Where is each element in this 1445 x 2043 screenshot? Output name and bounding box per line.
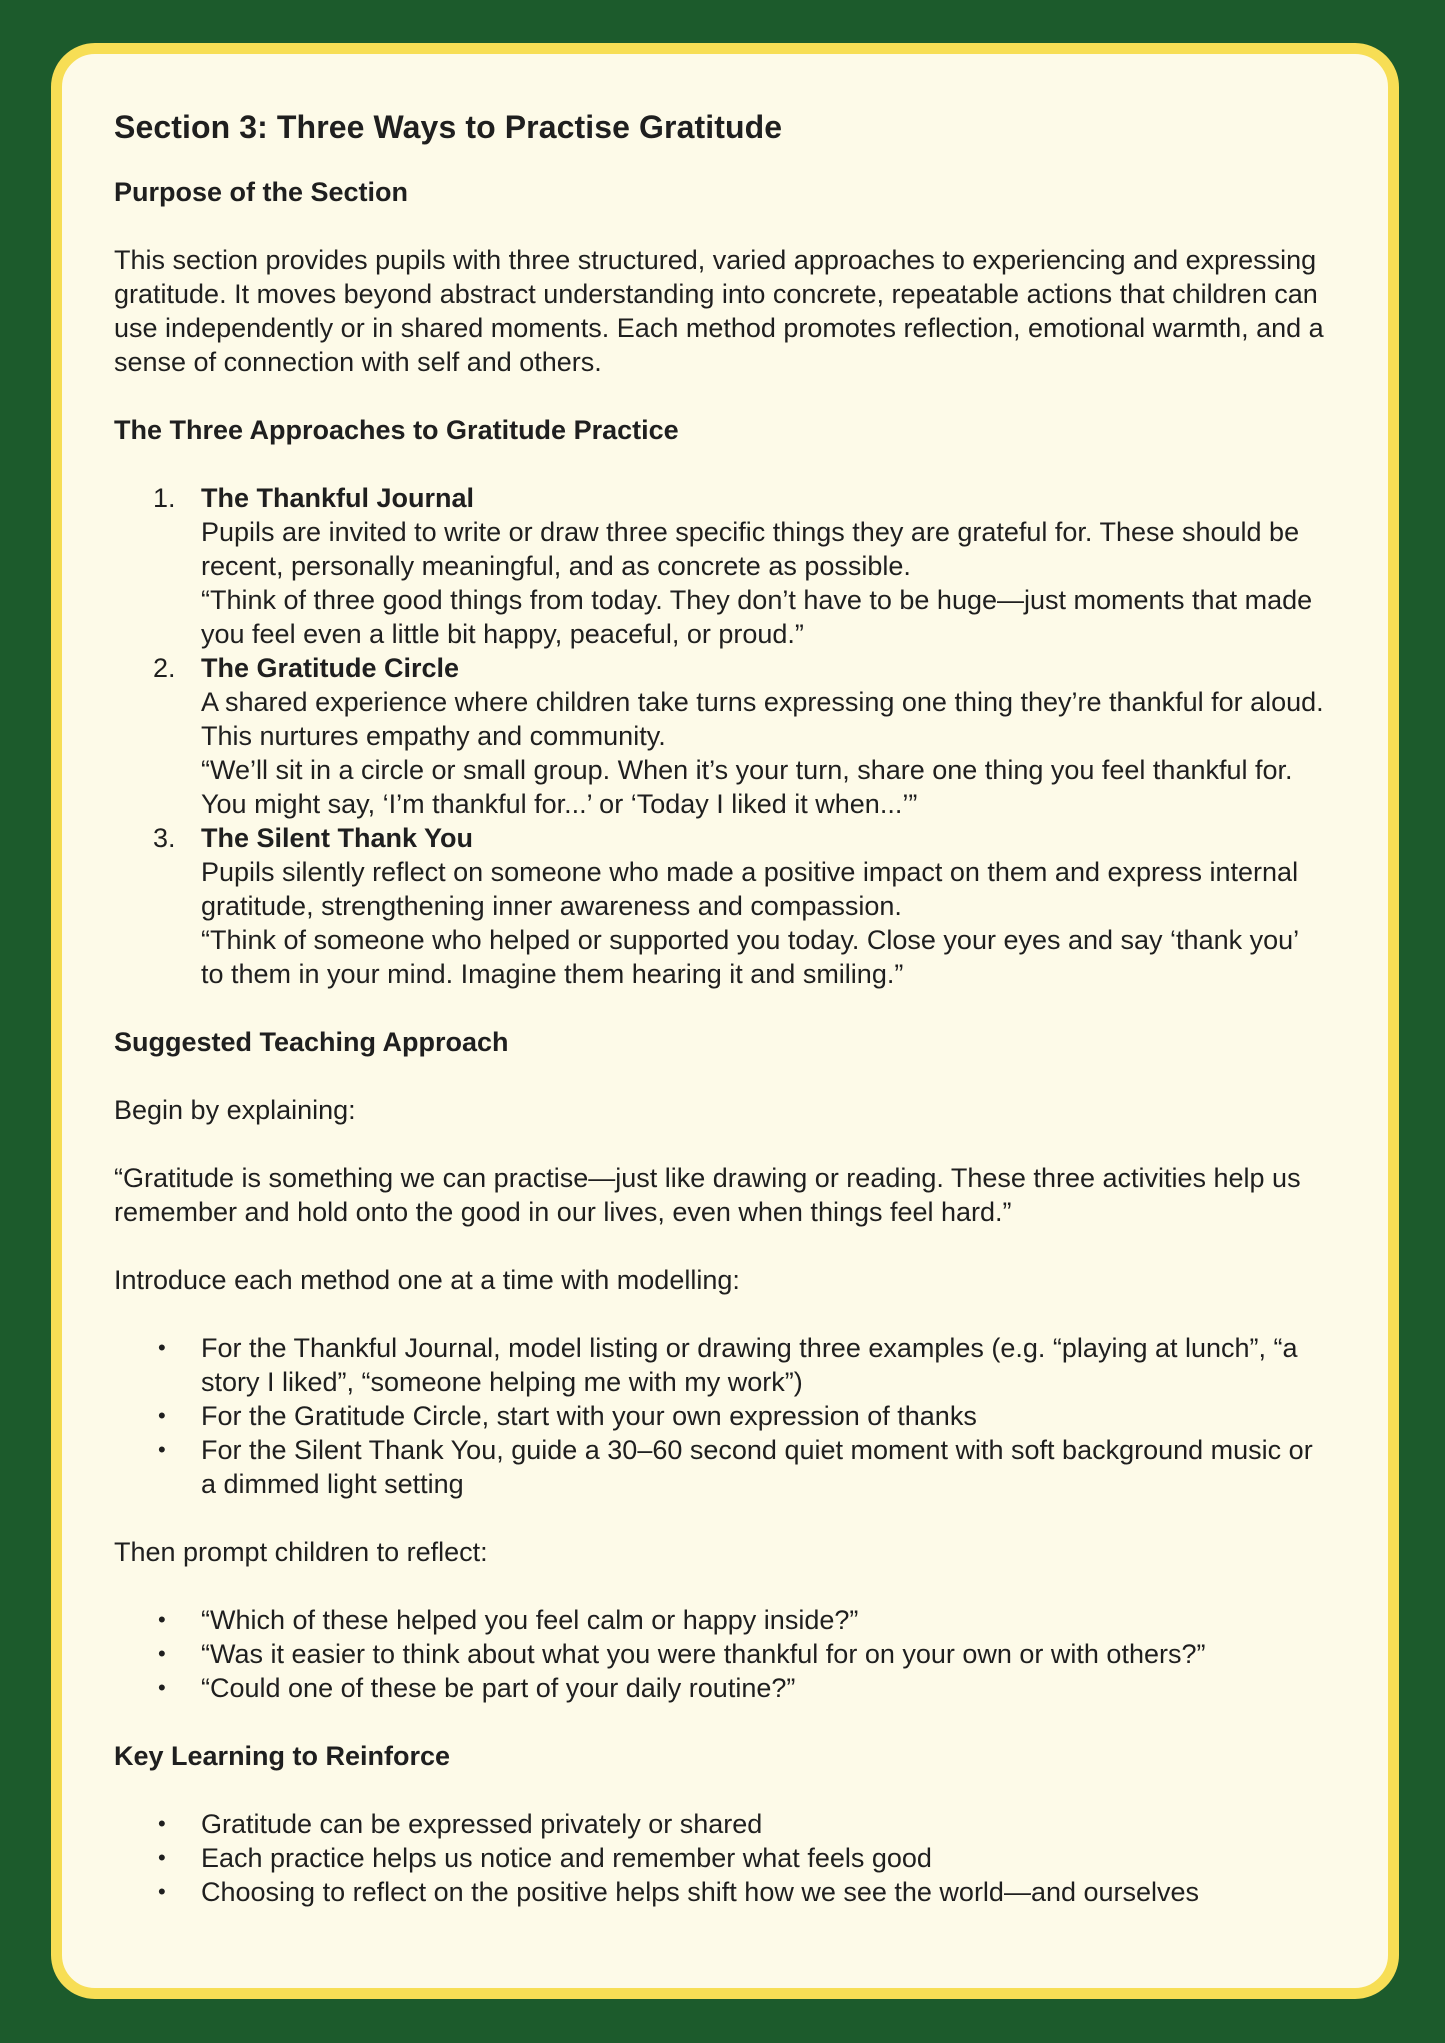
spacer	[114, 1773, 1328, 1807]
content-card	[51, 43, 1399, 1999]
approach-item	[114, 481, 1328, 651]
page-title: Section 3: Three Ways to Practise Gratitude	[114, 109, 783, 145]
bullet-icon: •	[158, 1845, 166, 1870]
list-item-text: Each practice helps us notice and remember what feels good	[201, 1843, 932, 1873]
list-item-text: “Could one of these be part of your daily routine?”	[201, 1673, 796, 1703]
list-item	[114, 1807, 1328, 1841]
teaching-heading: Suggested Teaching Approach	[114, 1027, 509, 1057]
approach-number: 3.	[153, 823, 176, 853]
list-item-text: For the Silent Thank You, guide a 30–60 second quiet moment with soft background music or a dimmed light setting	[201, 1435, 1313, 1499]
approaches-heading: The Three Approaches to Gratitude Practice	[114, 415, 679, 445]
list-item	[114, 1603, 1328, 1637]
list-item	[114, 1399, 1328, 1433]
spacer	[114, 1569, 1328, 1603]
teaching-quote: “Gratitude is something we can practise—just like drawing or reading. These three activities help us remember and hold onto the good in our lives, even when things feel hard.”	[114, 1163, 1301, 1227]
bullet-icon: •	[158, 1675, 166, 1700]
approach-item	[114, 821, 1328, 991]
list-item	[114, 1671, 1328, 1705]
reflect-intro: Then prompt children to reflect:	[114, 1537, 488, 1567]
spacer	[114, 379, 1328, 413]
approach-title: The Gratitude Circle	[201, 653, 460, 683]
spacer	[114, 1297, 1328, 1331]
list-item-text: For the Gratitude Circle, start with your own expression of thanks	[201, 1401, 977, 1431]
spacer	[114, 447, 1328, 481]
approach-quote: “Think of three good things from today. They don’t have to be huge—just moments that made you feel even a little bit happy, peaceful, or proud.”	[201, 585, 1313, 649]
bullet-icon: •	[158, 1335, 166, 1360]
bullet-icon: •	[158, 1641, 166, 1666]
approaches-list	[114, 481, 1328, 991]
approach-title: The Thankful Journal	[201, 483, 475, 513]
bullet-icon: •	[158, 1403, 166, 1428]
list-item	[114, 1875, 1328, 1909]
approach-description: Pupils silently reflect on someone who made a positive impact on them and express internal gratitude, strengthening inner awareness and compassion.	[201, 857, 1299, 921]
approach-number: 1.	[153, 483, 176, 513]
teaching-intro: Begin by explaining:	[114, 1095, 356, 1125]
spacer	[114, 1501, 1328, 1535]
spacer	[114, 991, 1328, 1025]
bullet-icon: •	[158, 1607, 166, 1632]
bullet-icon: •	[158, 1437, 166, 1462]
spacer	[114, 1127, 1328, 1161]
list-item-text: Gratitude can be expressed privately or shared	[201, 1809, 763, 1839]
list-item-text: “Was it easier to think about what you were thankful for on your own or with others?”	[201, 1639, 1206, 1669]
bullet-icon: •	[158, 1811, 166, 1836]
modelling-intro: Introduce each method one at a time with modelling:	[114, 1265, 740, 1295]
approach-number: 2.	[153, 653, 176, 683]
spacer	[114, 1059, 1328, 1093]
list-item-text: “Which of these helped you feel calm or happy inside?”	[201, 1605, 859, 1635]
purpose-heading: Purpose of the Section	[114, 177, 409, 207]
list-item-text: Choosing to reflect on the positive helps shift how we see the world—and ourselves	[201, 1877, 1200, 1907]
spacer	[114, 209, 1328, 243]
approach-description: Pupils are invited to write or draw three specific things they are grateful for. These should be recent, personally meaningful, and as concrete as possible.	[201, 517, 1300, 581]
key-learning-heading: Key Learning to Reinforce	[114, 1741, 451, 1771]
list-item-text: For the Thankful Journal, model listing or drawing three examples (e.g. “playing at lunch”, “a story I liked”, “someone helping me with my work”)	[201, 1333, 1298, 1397]
approach-quote: “We’ll sit in a circle or small group. When it’s your turn, share one thing you feel thankful for. You might say, ‘I’m thankful for...’ or ‘Today I liked it when...’”	[201, 755, 1293, 819]
key-learning-list	[114, 1807, 1328, 1909]
purpose-text: This section provides pupils with three structured, varied approaches to experiencing and expressing gratitude. It moves beyond abstract understanding into concrete, repeatable actions that children can use independently or in shared moments. Each method promotes reflection, emotional warmth, and a sense of connection with self and others.	[114, 245, 1324, 377]
approach-title: The Silent Thank You	[201, 823, 474, 853]
spacer	[114, 1229, 1328, 1263]
list-item	[114, 1637, 1328, 1671]
modelling-list	[114, 1331, 1328, 1501]
approach-description: A shared experience where children take turns expressing one thing they’re thankful for aloud. This nurtures empathy and community.	[201, 687, 1324, 751]
list-item	[114, 1433, 1328, 1501]
list-item	[114, 1331, 1328, 1399]
approach-item	[114, 651, 1328, 821]
spacer	[114, 1705, 1328, 1739]
list-item	[114, 1841, 1328, 1875]
reflect-list	[114, 1603, 1328, 1705]
bullet-icon: •	[158, 1879, 166, 1904]
approach-quote: “Think of someone who helped or supported you today. Close your eyes and say ‘thank you’ to them in your mind. Imagine them hearing it and smiling.”	[201, 925, 1299, 989]
